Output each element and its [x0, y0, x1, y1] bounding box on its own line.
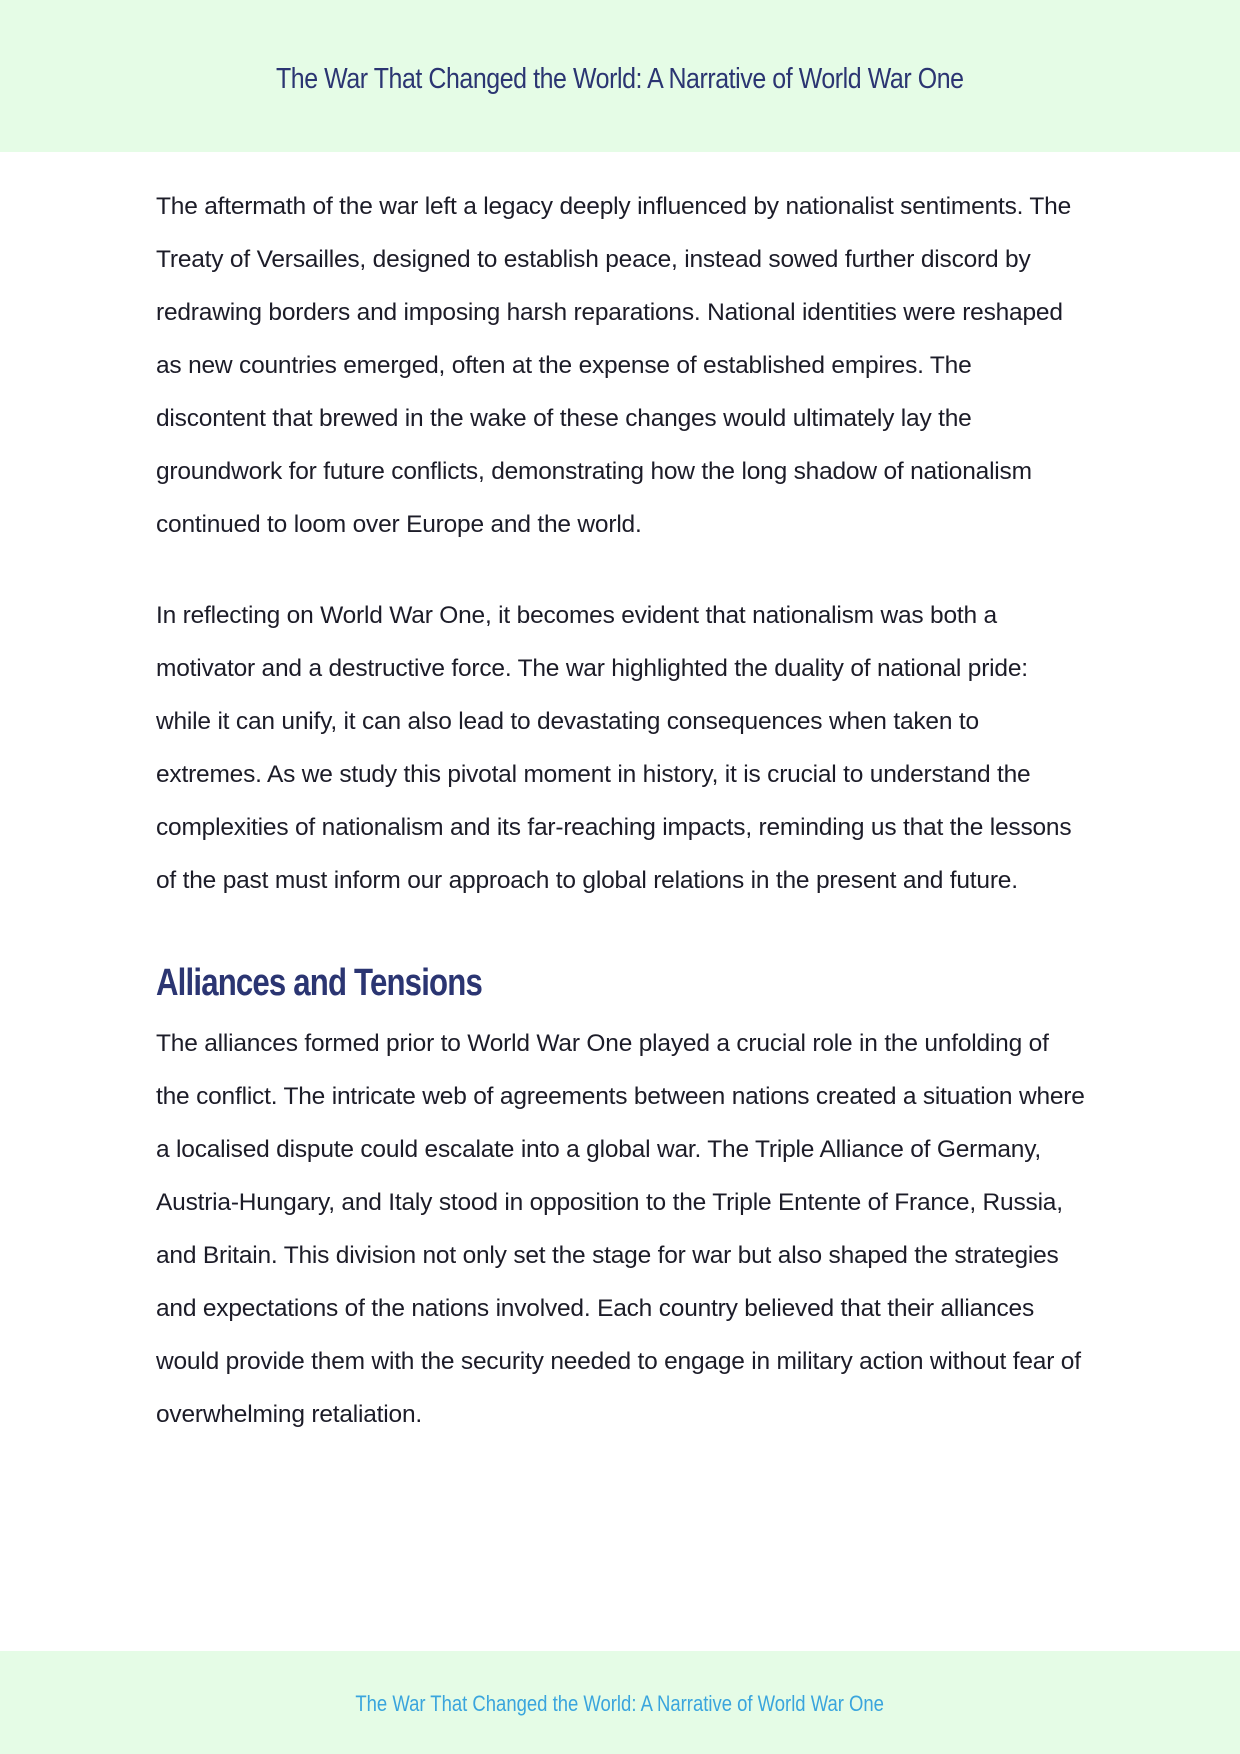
section-heading: Alliances and Tensions [156, 962, 482, 1004]
document-body [156, 180, 1086, 1441]
page-header [0, 0, 1240, 152]
page-footer [0, 1651, 1240, 1754]
page-title: The War That Changed the World: A Narrative of World War One [276, 62, 964, 95]
body-paragraph: The alliances formed prior to World War One played a crucial role in the unfolding of the conflict. The intricate web of agreements between nations created a situation where a localised dispute could escalate into a global war. The Triple Alliance of Germany, Austria-Hungary, and Italy stood in opposition to the Triple Entente of France, Russia, and Britain. This division not only set the stage for war but also shaped the strategies and expectations of the nations involved. Each country believed that their alliances would provide them with the security needed to engage in military action without fear of overwhelming retaliation. [156, 1030, 1085, 1428]
body-paragraph: The aftermath of the war left a legacy deeply influenced by nationalist sentiments. The Treaty of Versailles, designed to establish peace, instead sowed further discord by redrawing borders and imposing harsh reparations. National identities were reshaped as new countries emerged, often at the expense of established empires. The discontent that brewed in the wake of these changes would ultimately lay the groundwork for future conflicts, demonstrating how the long shadow of nationalism continued to loom over Europe and the world. [156, 193, 1072, 538]
body-paragraph: In reflecting on World War One, it becomes evident that nationalism was both a motivator and a destructive force. The war highlighted the duality of national pride: while it can unify, it can also lead to devastating consequences when taken to extremes. As we study this pivotal moment in history, it is crucial to understand the complexities of nationalism and its far-reaching impacts, reminding us that the lessons of the past must inform our approach to global relations in the present and future. [156, 602, 1072, 894]
footer-title: The War That Changed the World: A Narrative of World War One [355, 1690, 885, 1716]
